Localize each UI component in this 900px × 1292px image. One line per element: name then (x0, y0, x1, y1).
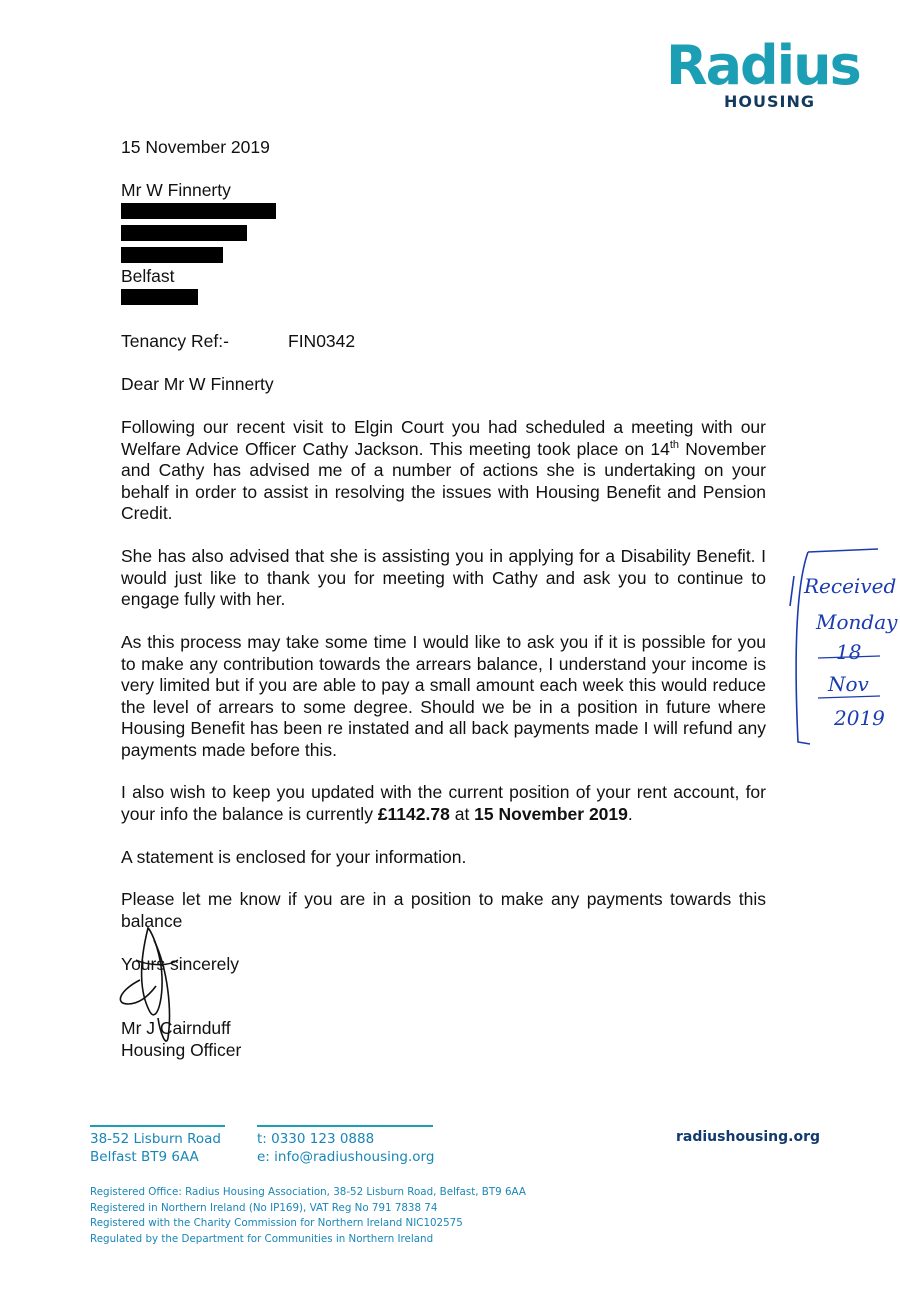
redacted-postcode (121, 289, 198, 305)
signer-title: Housing Officer (121, 1040, 242, 1060)
redacted-address-line (121, 203, 276, 219)
tenancy-ref-value: FIN0342 (288, 331, 356, 351)
footer-rule-address (90, 1125, 225, 1127)
balance-amount: £1142.78 (377, 803, 450, 824)
redacted-address-line (121, 247, 223, 263)
footer-contact (257, 1130, 434, 1166)
note-line: Nov (828, 672, 869, 696)
note-line: 18 (836, 640, 862, 664)
paragraph-meeting: Following our recent visit to Elgin Court you had scheduled a meeting with our Welfare Advice Officer Cathy Jackson. This meeting took place on 14th November and Cathy has advised me of a number of actions she is undertaking on your behalf in order to assist in resolving the issues with Housing Benefit and Pension Credit. (121, 417, 767, 524)
footer-rule-contact (257, 1125, 433, 1127)
paragraph-arrears: As this process may take some time I would like to ask you if it is possible for you to make any contribution towards the arrears balance, I understand your income is very limited but if you are able to pay a small amount each week this would reduce the level of arrears to some degree. Should we be in a position in future where Housing Benefit has been re instated and all back payments made I will refund any payments made before this. (121, 632, 766, 760)
footer-address: 38-52 Lisburn Road Belfast BT9 6AA (90, 1131, 221, 1165)
footer-website-link[interactable]: radiushousing.org (676, 1129, 821, 1145)
balance-date: 15 November 2019 (474, 803, 628, 824)
footer-email[interactable]: e: info@radiushousing.org (257, 1149, 435, 1165)
letter-date: 15 November 2019 (121, 137, 270, 157)
note-line: Received (804, 574, 897, 598)
recipient-name: Mr W Finnerty (121, 180, 231, 200)
paragraph-statement: A statement is enclosed for your information. (121, 847, 467, 867)
footer-registration: Registered Office: Radius Housing Association, 38-52 Lisburn Road, Belfast, BT9 6AA Registered in Northern Ireland (No IP169), VAT Reg No 791 7838 74 Registered with the Charity Commission for Northern Ireland NIC102575 Regulated by the Department for Communities in Northern Ireland (90, 1186, 526, 1245)
footer-phone[interactable]: t: 0330 123 0888 (257, 1131, 375, 1147)
salutation: Dear Mr W Finnerty (121, 374, 274, 394)
paragraph-disability: She has also advised that she is assisting you in applying for a Disability Benefit. I would just like to thank you for meeting with Cathy and ask you to continue to engage fully with her. (121, 546, 766, 610)
note-line: 2019 (834, 706, 885, 730)
paragraph-balance: I also wish to keep you updated with the current position of your rent account, for your info the balance is currently £1142.78 at 15 November 2019. (121, 782, 766, 824)
radius-housing-logo (666, 36, 866, 112)
tenancy-ref-label: Tenancy Ref:- (121, 331, 229, 351)
recipient-city: Belfast (121, 266, 175, 286)
logo-subtitle: HOUSING (724, 92, 815, 111)
redacted-address-line (121, 225, 247, 241)
paragraph-payments: Please let me know if you are in a position to make any payments towards this balance (121, 889, 766, 931)
closing: Yours sincerely (121, 954, 240, 974)
signer-name: Mr J Cairnduff (121, 1018, 231, 1038)
logo-wordmark: Radius (666, 34, 860, 97)
handwritten-received-note (788, 546, 900, 751)
note-line: Monday (816, 610, 898, 634)
